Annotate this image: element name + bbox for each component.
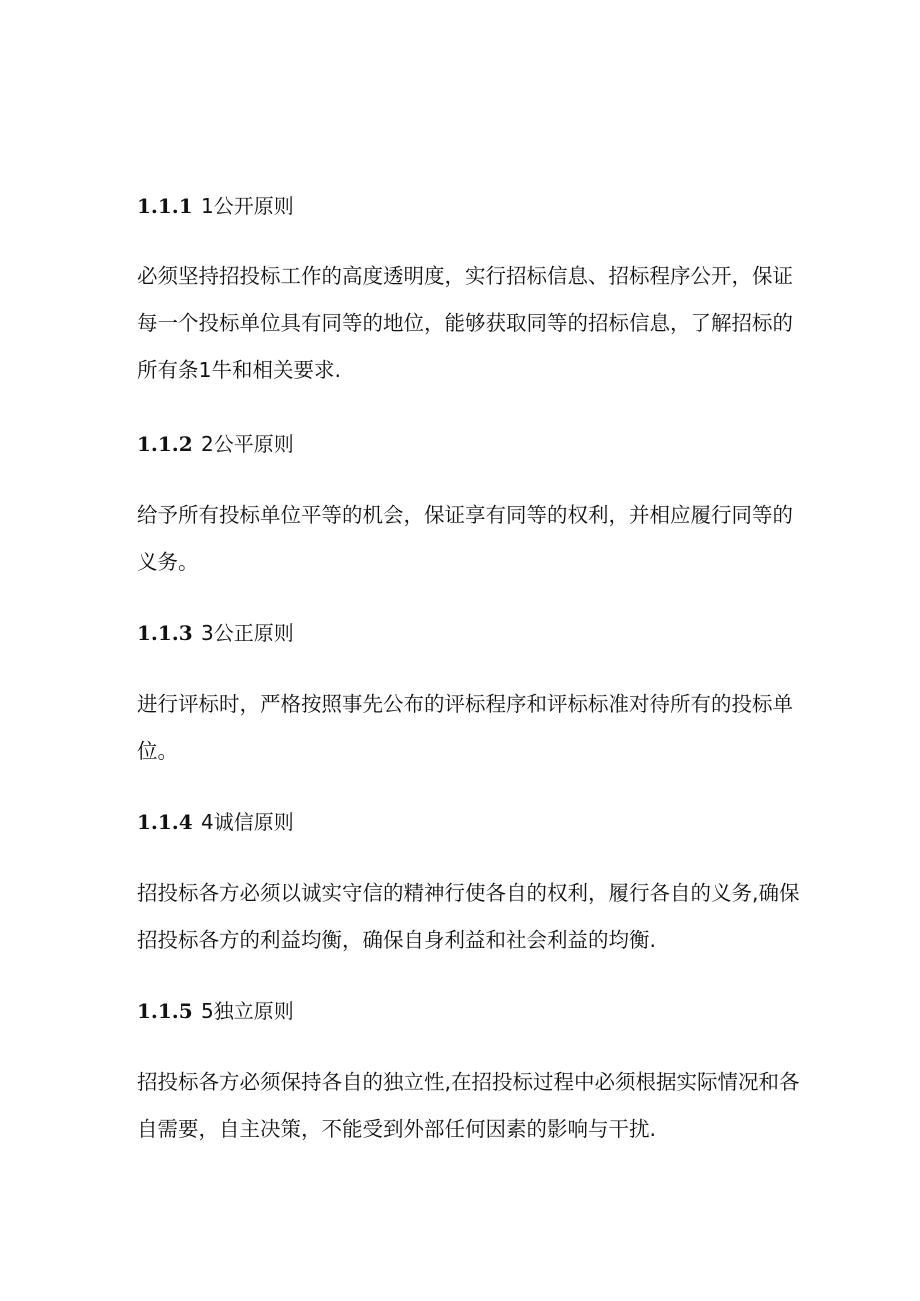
section-title: 3公正原则 (201, 621, 294, 645)
section-heading-3 (137, 619, 294, 647)
section-paragraph-2 (137, 492, 793, 586)
paragraph-line: 义务。 (137, 550, 199, 574)
paragraph-line: 进行评标时，严格按照事先公布的评标程序和评标标准对待所有的投标单 (137, 692, 793, 716)
section-heading-5 (137, 997, 294, 1025)
section-title: 4诚信原则 (201, 810, 294, 834)
paragraph-line: 自需要，自主决策，不能受到外部任何因素的影响与干扰. (137, 1117, 657, 1141)
paragraph-line: 招投标各方必须以诚实守信的精神行使各自的权利，履行各自的义务,确保 (137, 881, 800, 905)
paragraph-line: 给予所有投标单位平等的机会，保证享有同等的权利，并相应履行同等的 (137, 503, 793, 527)
section-number: 1.1.5 (137, 999, 193, 1023)
section-paragraph-1 (137, 253, 793, 394)
paragraph-line: 所有条1牛和相关要求. (137, 358, 342, 382)
paragraph-line: 必须坚持招投标工作的高度透明度，实行招标信息、招标程序公开，保证 (137, 264, 793, 288)
section-number: 1.1.1 (137, 194, 193, 218)
section-title: 2公平原则 (201, 432, 294, 456)
paragraph-line: 每一个投标单位具有同等的地位，能够获取同等的招标信息，了解招标的 (137, 311, 793, 335)
section-paragraph-5 (137, 1059, 800, 1153)
section-number: 1.1.4 (137, 810, 193, 834)
section-heading-1 (137, 192, 294, 220)
section-title: 1公开原则 (201, 194, 294, 218)
section-title: 5独立原则 (201, 999, 294, 1023)
paragraph-line: 招投标各方必须保持各自的独立性,在招投标过程中必须根据实际情况和各 (137, 1070, 800, 1094)
section-number: 1.1.2 (137, 432, 193, 456)
section-number: 1.1.3 (137, 621, 193, 645)
paragraph-line: 招投标各方的利益均衡，确保自身利益和社会利益的均衡. (137, 928, 657, 952)
section-heading-2 (137, 430, 294, 458)
paragraph-line: 位。 (137, 739, 178, 763)
section-heading-4 (137, 808, 294, 836)
section-paragraph-3 (137, 681, 793, 775)
section-paragraph-4 (137, 870, 800, 964)
